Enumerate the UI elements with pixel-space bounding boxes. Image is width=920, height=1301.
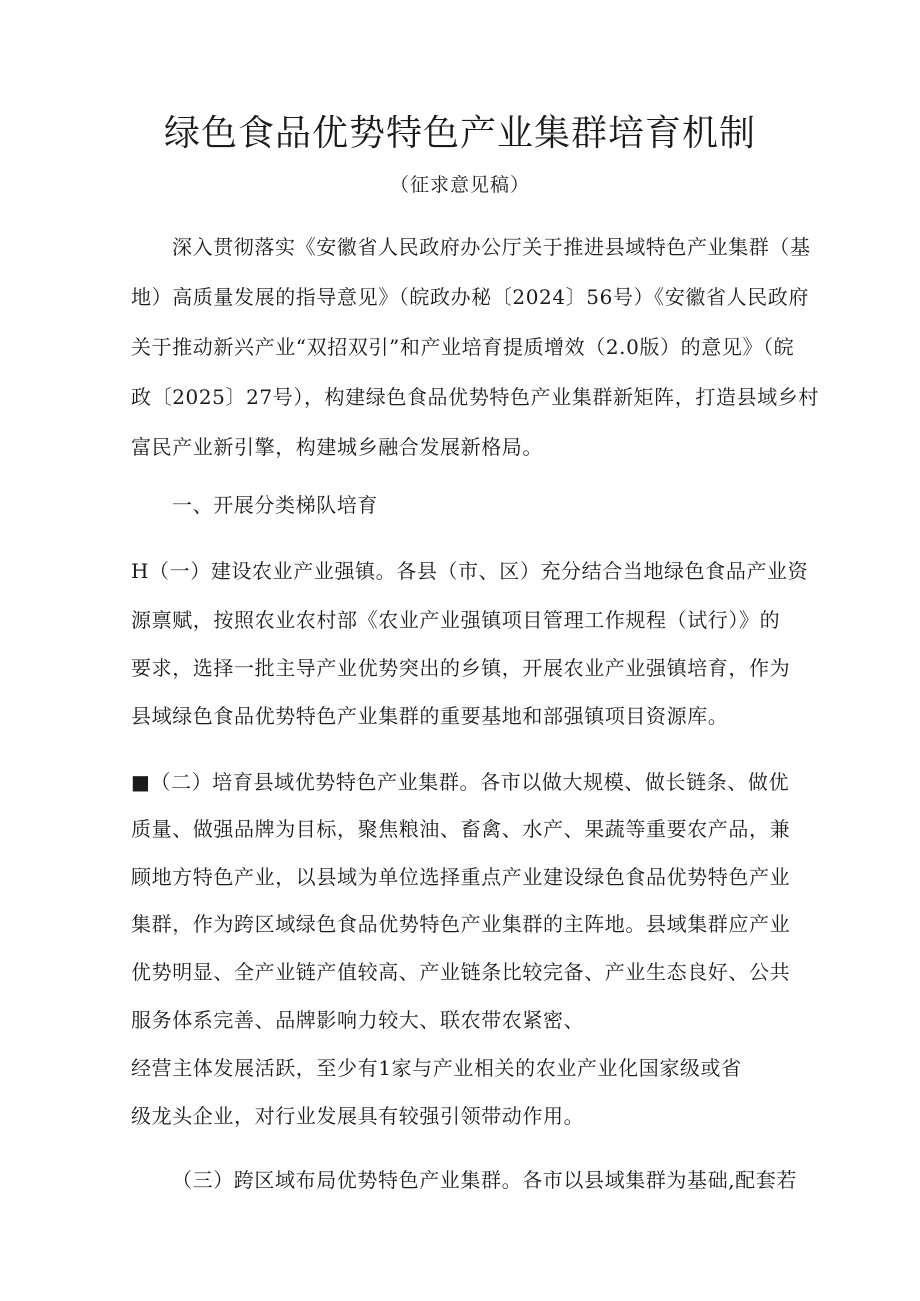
intro-line: 深入贯彻落实《安徽省人民政府办公厅关于推进县域特色产业集群（基: [172, 235, 811, 259]
paragraph-line: （三）跨区域布局优势特色产业集群。各市以县域集群为基础,配套若: [172, 1168, 797, 1192]
paragraph-line: 质量、做强品牌为目标，聚焦粮油、畜禽、水产、果蔬等重要农产品，兼: [131, 817, 791, 841]
document-subtitle: （征求意见稿）: [389, 174, 530, 196]
paragraph-line: 级龙头企业，对行业发展具有较强引领带动作用。: [131, 1104, 585, 1128]
section-heading: 一、开展分类梯队培育: [172, 493, 378, 517]
paragraph-line: 集群，作为跨区域绿色食品优势特色产业集群的主阵地。县域集群应产业: [131, 912, 791, 936]
intro-line: 富民产业新引擎，构建城乡融合发展新格局。: [131, 435, 543, 459]
paragraph-line: 顾地方特色产业，以县域为单位选择重点产业建设绿色食品优势特色产业: [131, 865, 791, 889]
paragraph-line: 优势明显、全产业链产值较高、产业链条比较完备、产业生态良好、公共: [131, 960, 791, 984]
intro-line: 政〔2025〕27号），构建绿色食品优势特色产业集群新矩阵，打造县域乡村: [131, 385, 819, 409]
paragraph-line: 县域绿色食品优势特色产业集群的重要基地和部强镇项目资源库。: [131, 704, 729, 728]
paragraph-line: 服务体系完善、品牌影响力较大、联农带农紧密、: [131, 1008, 585, 1032]
intro-line: 地）高质量发展的指导意见》（皖政办秘〔2024〕56号）《安徽省人民政府: [131, 285, 809, 309]
paragraph-line: 要求，选择一批主导产业优势突出的乡镇，开展农业产业强镇培育，作为: [131, 656, 791, 680]
document-title: 绿色食品优势特色产业集群培育机制: [163, 113, 756, 154]
paragraph-line: H（一）建设农业产业强镇。各县（市、区）充分结合当地绿色食品产业资: [131, 559, 809, 583]
paragraph-line: ■（二）培育县域优势特色产业集群。各市以做大规模、做长链条、做优: [131, 770, 790, 794]
paragraph-line: 经营主体发展活跃，至少有1家与产业相关的农业产业化国家级或省: [131, 1056, 742, 1080]
intro-line: 关于推动新兴产业“双招双引”和产业培育提质增效（2.0版）的意见》（皖: [131, 335, 795, 359]
paragraph-line: 源禀赋，按照农业农村部《农业产业强镇项目管理工作规程（试行）》的: [131, 608, 781, 632]
